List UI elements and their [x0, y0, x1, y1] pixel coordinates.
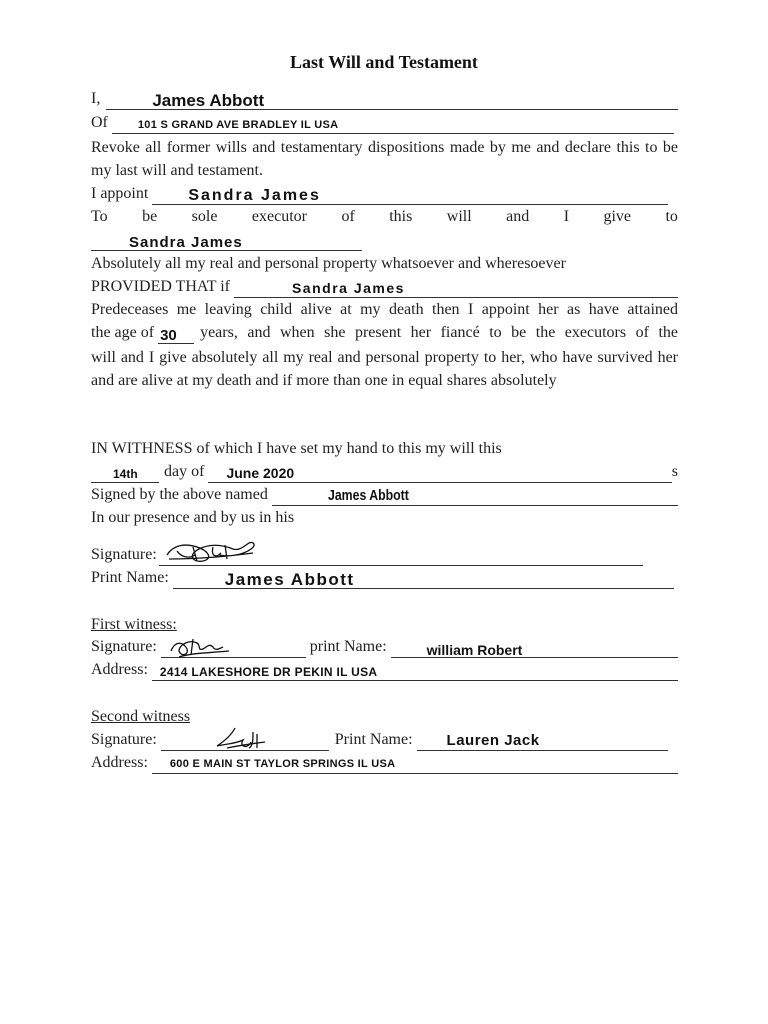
- testator-line: [91, 88, 678, 110]
- second-witness-print-name: Lauren Jack: [446, 732, 540, 749]
- month-year-field[interactable]: [208, 465, 671, 483]
- first-witness-signature-field[interactable]: [161, 640, 306, 658]
- testator-signature-icon: [163, 537, 259, 567]
- property-line: Absolutely all my real and personal property whatsoever and wheresoever: [91, 255, 566, 272]
- age-value: 30: [160, 327, 177, 344]
- testator-print-name: James Abbott: [224, 570, 355, 589]
- line-i-prefix: I,: [91, 90, 101, 107]
- executor-word: will: [446, 208, 472, 225]
- executor-word: executor: [251, 208, 307, 225]
- second-witness-address: 600 E MAIN ST TAYLOR SPRINGS IL USA: [169, 758, 396, 770]
- age-field[interactable]: [158, 326, 194, 344]
- predecease-rest: will and I give absolutely all my real and personal property to her, who have survived her and are alive at my death and if more than one in equal shares absolutely: [91, 349, 678, 390]
- executor-line: [91, 206, 678, 228]
- executor-word: to: [665, 208, 678, 225]
- first-witness-print-name: william Robert: [426, 642, 523, 658]
- presence-line: In our presence and by us in his: [91, 509, 295, 526]
- executor-word: of: [341, 208, 355, 225]
- day-field[interactable]: [91, 465, 159, 483]
- provided-prefix: PROVIDED THAT if: [91, 278, 230, 295]
- testator-print-name-line: [91, 567, 678, 589]
- testator-signature-line: [91, 544, 678, 566]
- testator-address: 101 S GRAND AVE BRADLEY IL USA: [137, 119, 339, 131]
- signed-name-field[interactable]: [272, 488, 678, 506]
- executor-word: and: [506, 208, 530, 225]
- second-witness-signature-line: [91, 729, 678, 751]
- second-witness-signature-field[interactable]: [161, 733, 329, 751]
- second-witness-signature-label: Signature:: [91, 731, 157, 748]
- signed-line: [91, 484, 678, 506]
- beneficiary-field[interactable]: [91, 233, 362, 251]
- first-witness-heading: [91, 614, 678, 636]
- first-witness-address-line: [91, 659, 678, 681]
- executor-word: To: [91, 208, 108, 225]
- beneficiary-line: [91, 229, 678, 251]
- address-line: [91, 112, 678, 134]
- first-witness-heading-text: First witness:: [91, 616, 177, 633]
- executor-word: sole: [191, 208, 218, 225]
- second-witness-signature-icon: [213, 726, 269, 752]
- second-witness-address-field[interactable]: [152, 756, 678, 774]
- executor-word: be: [142, 208, 158, 225]
- second-witness-print-name-label: Print Name:: [334, 731, 413, 748]
- testator-print-name-field[interactable]: [173, 571, 674, 589]
- first-witness-address-field[interactable]: [152, 663, 678, 681]
- first-witness-address-label: Address:: [91, 661, 148, 678]
- first-witness-signature-icon: [167, 635, 237, 659]
- signed-name: James Abbott: [327, 487, 409, 504]
- second-witness-address-line: [91, 752, 678, 774]
- second-witness-address-label: Address:: [91, 754, 148, 771]
- appointee-name: Sandra James: [188, 187, 321, 204]
- beneficiary-name: Sandra James: [129, 234, 243, 251]
- first-witness-print-name-field[interactable]: [391, 640, 678, 658]
- print-name-label: Print Name:: [91, 569, 169, 586]
- first-witness-signature-label: Signature:: [91, 638, 157, 655]
- signature-label: Signature:: [91, 546, 157, 563]
- witness-line: IN WITHNESS of which I have set my hand to this my will this: [91, 440, 502, 457]
- day-of-label: day of: [164, 463, 205, 480]
- second-witness-heading: [91, 706, 678, 728]
- appoint-line: [91, 183, 678, 205]
- provided-name: Sandra James: [291, 280, 405, 296]
- first-witness-print-name-label: print Name:: [309, 638, 387, 655]
- date-line: [91, 461, 678, 483]
- signed-prefix: Signed by the above named: [91, 486, 268, 503]
- age-suffix: years, and when she present her fiancé to be the executors of the: [200, 324, 678, 341]
- testator-signature-field[interactable]: [159, 548, 643, 566]
- second-witness-heading-text: Second witness: [91, 708, 191, 725]
- executor-word: I: [563, 208, 570, 225]
- revoke-paragraph: Revoke all former wills and testamentary dispositions made by me and declare this to be my last will and testament.: [91, 139, 678, 180]
- day-value: 14th: [113, 467, 138, 481]
- provided-line: [91, 276, 678, 298]
- testator-name-field[interactable]: [106, 92, 678, 110]
- appointee-field[interactable]: [152, 187, 668, 205]
- executor-word: this: [389, 208, 413, 225]
- line-end-s: s: [671, 463, 678, 480]
- month-year-value: June 2020: [226, 465, 295, 481]
- first-witness-address: 2414 LAKESHORE DR PEKIN IL USA: [159, 665, 378, 679]
- testator-address-field[interactable]: [112, 116, 674, 134]
- appoint-prefix: I appoint: [91, 185, 149, 202]
- testator-name: James Abbott: [152, 91, 265, 110]
- executor-word: give: [603, 208, 632, 225]
- second-witness-print-name-field[interactable]: [417, 733, 668, 751]
- predecease-line-1: Predeceases me leaving child alive at my death then I appoint her as have attained: [91, 301, 678, 318]
- provided-name-field[interactable]: [234, 280, 678, 298]
- age-prefix: the age of: [91, 324, 155, 341]
- age-line: [91, 322, 678, 344]
- first-witness-signature-line: [91, 636, 678, 658]
- line-of-prefix: Of: [91, 114, 108, 131]
- document-title: Last Will and Testament: [290, 52, 478, 72]
